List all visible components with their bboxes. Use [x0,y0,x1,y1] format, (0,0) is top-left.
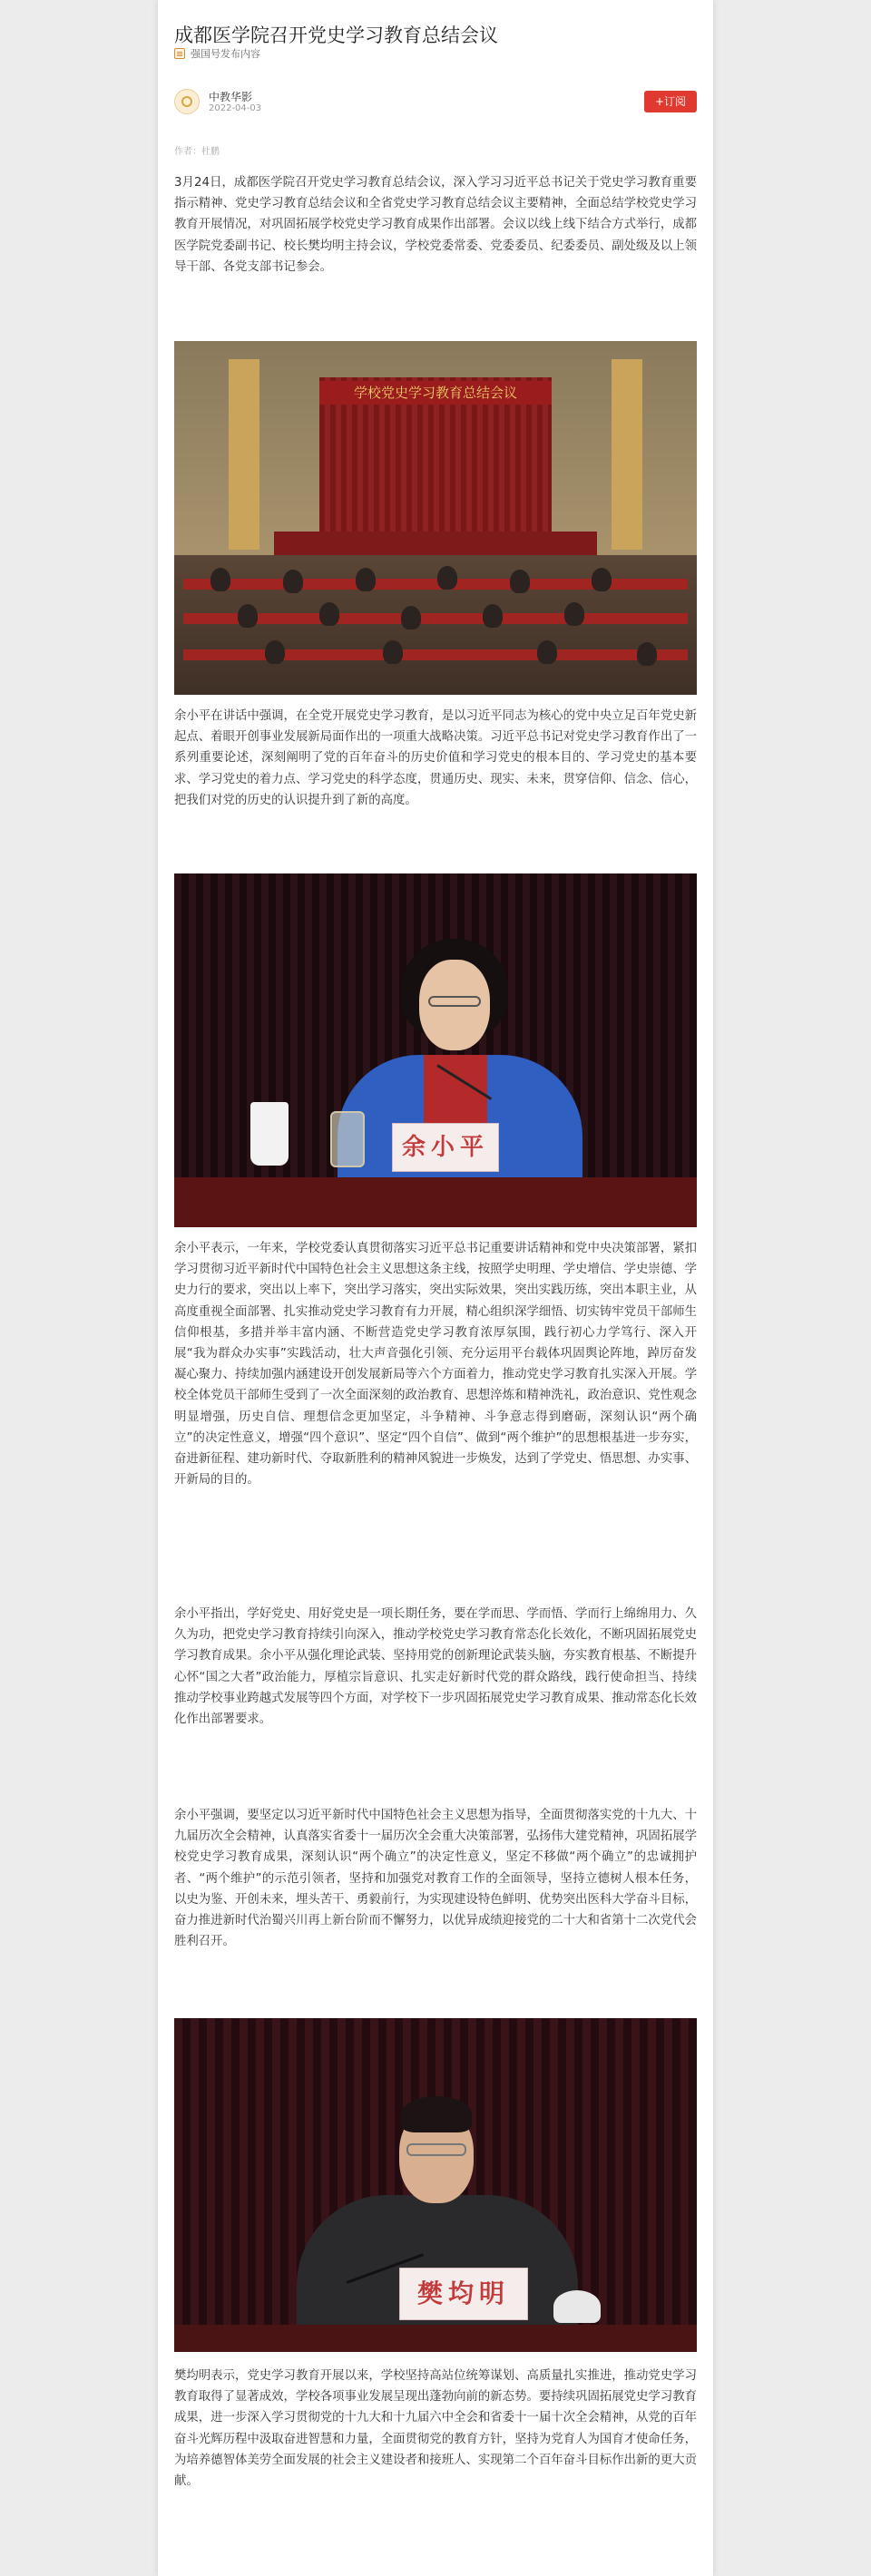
author-name[interactable]: 中教华影 [209,91,253,103]
paragraph: 余小平指出，学好党史、用好党史是一项长期任务，要在学而思、学而悟、学而行上绵绵用力、久久为功，把党史学习教育持续引向深入，推动学校党史学习教育常态化长效化，不断巩固拓展党史学习教育成果。余小平从强化理论武装、坚持用党的创新理论武装头脑，夯实教育根基、不断提升心怀“国之大者”政治能力，厚植宗旨意识、扎实走好新时代党的群众路线，践行使命担当、持续推动学校事业跨越式发展等四个方面，对学校下一步巩固拓展党史学习教育成果、推动常态化长效化作出部署要求。 [174,1607,697,1727]
paragraph: 余小平表示，一年来，学校党委认真贯彻落实习近平总书记重要讲话精神和党中央决策部署，紧扣学习贯彻习近平新时代中国特色社会主义思想这条主线，按照学史明理、学史增信、学史崇德、学史力行的要求，突出以上率下，突出学习落实，突出实际效果，突出实践历练，突出本职主业，从高度重视全面部署、扎实推动党史学习教育有力开展，精心组织深学细悟、切实铸牢党员干部师生信仰根基，多措并举丰富内涵、不断营造党史学习教育浓厚氛围，践行初心力学笃行、深入开展“我为群众办实事”实践活动，壮大声音强化引领、充分运用平台载体巩固舆论阵地，踔厉奋发凝心聚力、持续加强内涵建设开创发展新局等六个方面着力，推动党史学习教育扎实深入开展。学校全体党员干部师生受到了一次全面深刻的政治教育、思想淬炼和精神洗礼，政治意识、党性观念明显增强，历史自信、理想信念更加坚定，斗争精神、斗争意志得到磨砺，深刻认识“两个确立”的决定性意义，增强“四个意识”、坚定“四个自信”、做到“两个维护”的思想根基进一步夯实，奋进新征程、建功新时代、夺取新胜利的精神风貌进一步焕发，达到了学党史、悟思想、办实事、开新局的目的。 [174,1242,697,1488]
nameplate: 余小平 [392,1123,499,1172]
document-icon [174,48,185,59]
speaker-photo-2 [174,2018,697,2352]
paragraph: 余小平在讲话中强调，在全党开展党史学习教育，是以习近平同志为核心的党中央立足百年党史新起点、着眼开创事业发展新局面作出的一项重大战略决策。习近平总书记对党史学习教育作出了一系列重要论述，深刻阐明了党的百年奋斗的历史价值和学习党史的根本目的、学习党史的基本要求、学习党史的着力点、学习党史的科学态度，贯通历史、现实、未来，贯穿信仰、信念、信心，把我们对党的历史的认识提升到了新的高度。 [174,709,697,807]
subscribe-button[interactable]: +订阅 [644,91,697,112]
paragraph: 余小平强调，要坚定以习近平新时代中国特色社会主义思想为指导，全面贯彻落实党的十九大、十九届历次全会精神，认真落实省委十一届历次全会重大决策部署，弘扬伟大建党精神，巩固拓展学校党史学习教育成果，深刻认识“两个确立”的决定性意义，坚定不移做“两个确立”的忠诚拥护者、“两个维护”的示范引领者，坚持和加强党对教育工作的全面领导，坚持立德树人根本任务，以史为鉴、开创未来，埋头苦干、勇毅前行，为实现建设特色鲜明、优势突出医科大学奋斗目标，奋力推进新时代治蜀兴川再上新台阶而不懈努力，以优异成绩迎接党的二十大和省第十二次党代会胜利召开。 [174,1809,697,1949]
source-label[interactable]: 强国号发布内容 [191,48,260,60]
paragraph: 3月24日，成都医学院召开党史学习教育总结会议，深入学习习近平总书记关于党史学习教育重要指示精神、党史学习教育总结会议和全省党史学习教育总结会议主要精神，全面总结学校党史学习教育开展情况，对巩固拓展学校党史学习教育成果作出部署。会议以线上线下结合方式举行，成都医学院党委副书记、校长樊均明主持会议，学校党委常委、党委委员、纪委委员、副处级及以上领导干部、各党支部书记参会。 [174,176,697,274]
meeting-photo [174,341,697,695]
nameplate: 樊均明 [399,2268,528,2320]
paragraph: 樊均明表示，党史学习教育开展以来，学校坚持高站位统筹谋划、高质量扎实推进，推动党史学习教育取得了显著成效，学校各项事业发展呈现出蓬勃向前的新态势。要持续巩固拓展党史学习教育成果，进一步深入学习贯彻党的十九大和十九届六中全会和省委十一届十次全会精神，从党的百年奋斗光辉历程中汲取奋进智慧和力量，全面贯彻党的教育方针，坚持为党育人为国育才使命任务，为培养德智体美劳全面发展的社会主义建设者和接班人、实现第二个百年奋斗目标作出新的更大贡献。 [174,2369,697,2489]
avatar[interactable] [174,89,200,114]
source-row [174,46,260,61]
publish-date: 2022-04-03 [209,103,262,113]
byline: 作者：杜鹏 [174,147,220,157]
article-page [158,0,713,2576]
article-title: 成都医学院召开党史学习教育总结会议 [174,24,498,47]
author-row [174,85,697,118]
speaker-photo-1 [174,873,697,1227]
meeting-banner: 学校党史学习教育总结会议 [319,381,552,405]
